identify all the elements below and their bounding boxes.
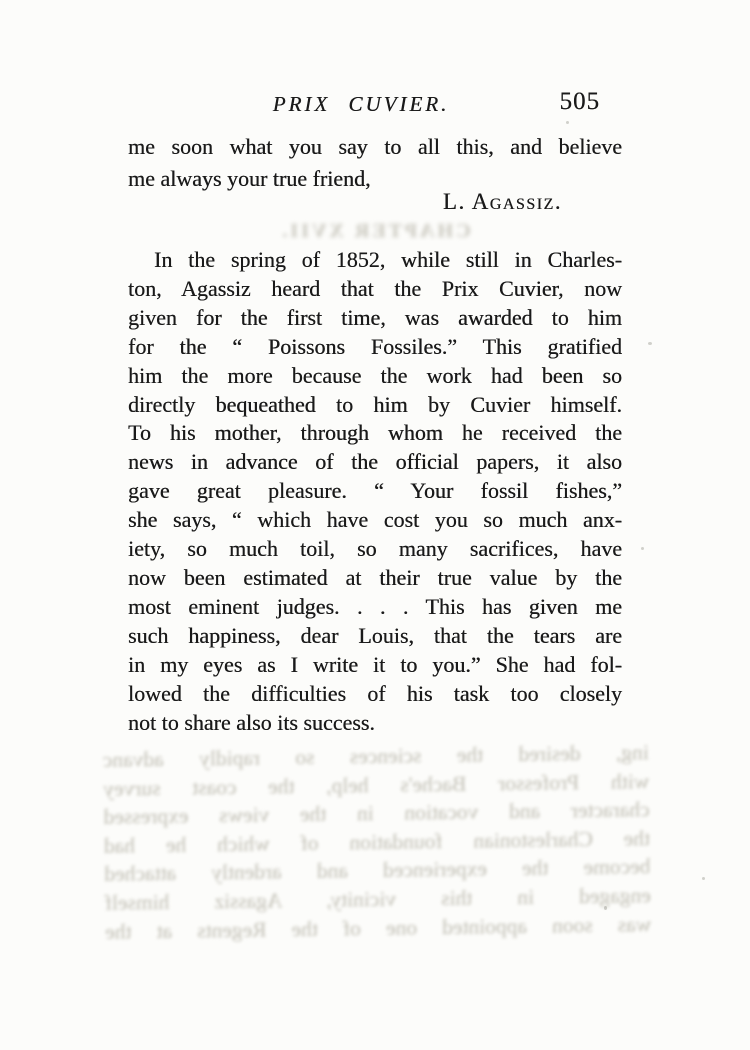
letter-signature — [128, 188, 562, 215]
paragraph-line: directly bequeathed to him by Cuvier himself. — [128, 391, 622, 417]
signature-name: L. Agassiz. — [442, 189, 562, 214]
paragraph-line: gave great pleasure. “ Your fossil fishes,” — [128, 478, 622, 504]
bleed-through-line: with Professor Bache's help, the coast survey — [103, 768, 650, 801]
running-head-title: PRIX CUVIER. — [272, 92, 450, 116]
bleed-through-line: the Charlestonian foundation of which he had — [103, 825, 651, 858]
page-number: 505 — [559, 88, 600, 115]
running-head — [128, 88, 622, 117]
bleed-through-line: was soon appointed one of the Regents at the — [105, 911, 652, 944]
bleed-through-line: engaged in this vicinity, Agassiz himself — [104, 883, 651, 915]
paper-speck — [702, 877, 705, 880]
paragraph-line: ton, Agassiz heard that the Prix Cuvier, now — [128, 275, 622, 301]
paper-speck — [566, 121, 569, 124]
paragraph-line: for the “ Poissons Fossiles.” This gratified — [128, 333, 622, 359]
paragraph-line: in my eyes as I write it to you.” She had fol- — [128, 651, 622, 677]
paragraph-line: given for the first time, was awarded to him — [128, 304, 622, 330]
paragraph-line: most eminent judges. . . . This has given me — [128, 593, 622, 619]
paragraph-line: such happiness, dear Louis, that the tears are — [128, 622, 622, 648]
letter-closing-line: me soon what you say to all this, and believe — [128, 134, 622, 159]
paper-speck — [648, 342, 652, 345]
bleed-through-line: character and vocation in the views expressed — [103, 797, 650, 830]
paragraph-line: not to share also its success. — [128, 709, 375, 735]
paragraph-line: him the more because the work had been so — [128, 362, 622, 388]
paragraph-line: iety, so much toil, so many sacrifices, have — [128, 536, 622, 562]
bleed-through-heading-text: CHAPTER XVII. — [279, 220, 471, 242]
bleed-through-line: ing, desired the sciences so rapidly advanc — [102, 740, 649, 772]
paragraph-line: she says, “ which have cost you so much anx- — [128, 507, 622, 533]
paragraph-line: To his mother, through whom he received the — [128, 420, 622, 446]
letter-closing-line: me always your true friend, — [128, 166, 371, 191]
bleed-through-line: become the experienced and ardently attached — [104, 854, 651, 887]
paper-speck — [641, 547, 644, 550]
bleed-through-heading — [128, 220, 622, 243]
paper-speck — [604, 906, 607, 910]
paragraph-line: now been estimated at their true value by the — [128, 564, 622, 590]
main-paragraph — [128, 246, 622, 737]
letter-closing — [128, 131, 622, 195]
bleed-through-block — [103, 738, 652, 946]
paragraph-line: In the spring of 1852, while still in Charles- — [154, 247, 622, 272]
paragraph-line: news in advance of the official papers, it also — [128, 449, 622, 475]
paragraph-line: lowed the difficulties of his task too closely — [128, 680, 622, 706]
bleed-through-text — [103, 738, 652, 946]
